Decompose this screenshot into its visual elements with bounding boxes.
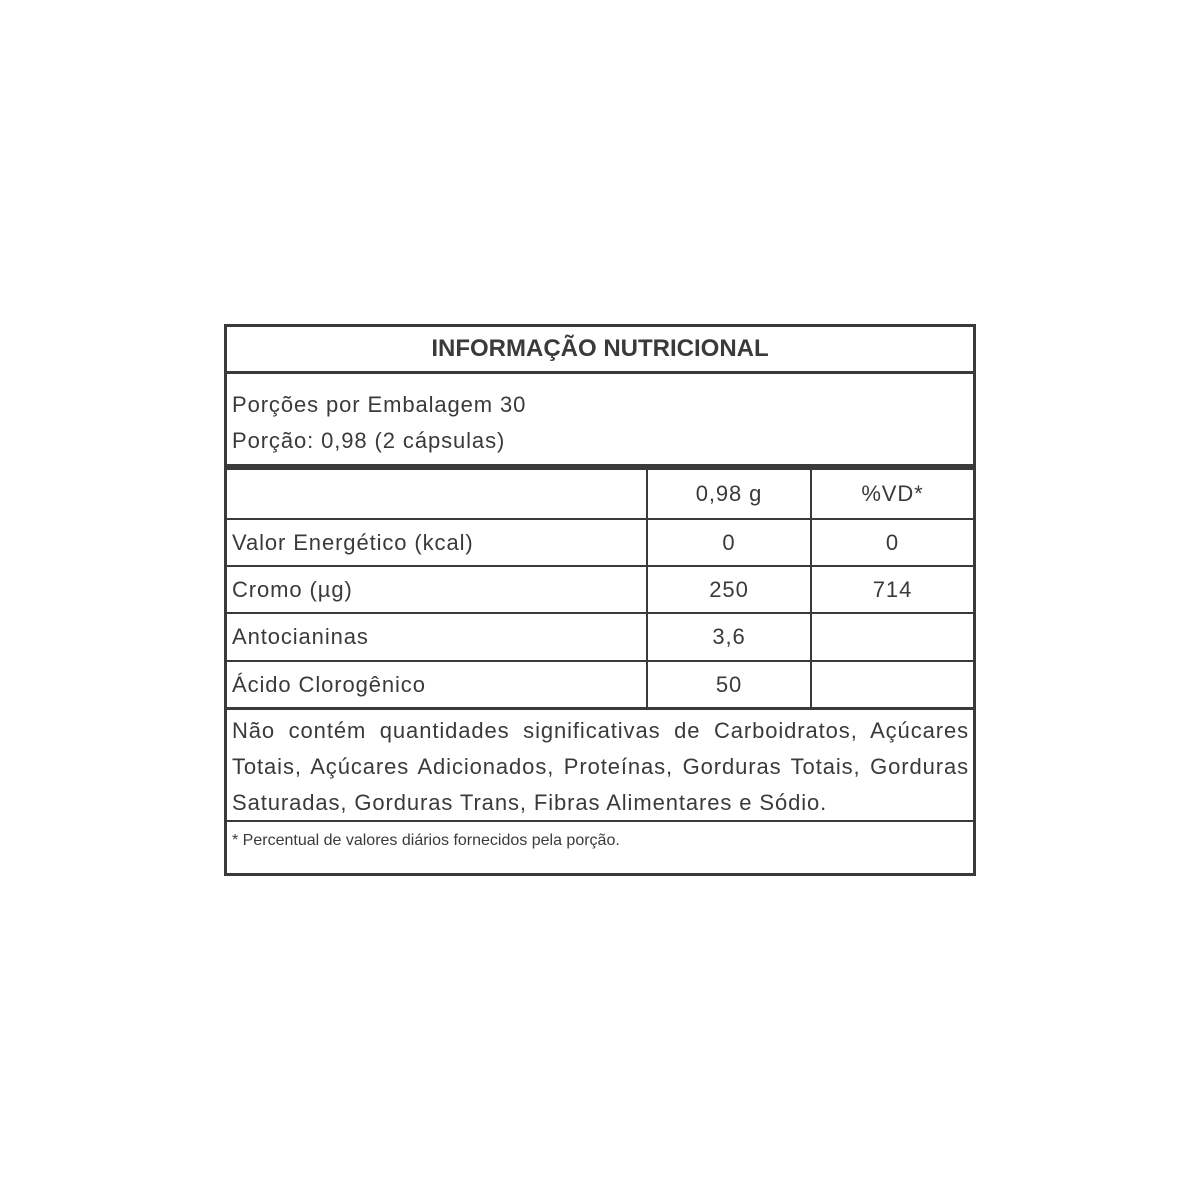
nutrient-dv: 714 [872,576,913,602]
footnote: * Percentual de valores diários fornecidos pela porção. [232,832,620,849]
nutrient-name: Cromo (µg) [227,567,648,612]
header-name-cell [227,470,648,518]
table-row [227,567,973,614]
header-dv-cell: %VD* [861,481,924,506]
nutrient-dv [812,614,973,660]
table-header-row [227,470,973,520]
nutrient-dv: 0 [885,529,900,555]
nutrient-amount: 0 [648,520,812,565]
nutrient-amount: 250 [648,567,812,612]
nutrient-dv [812,662,973,707]
nutrient-amount: 3,6 [648,614,812,660]
portion-info [227,374,973,470]
nutrient-name: Valor Energético (kcal) [227,520,648,565]
insignificant-amounts-note: Não contém quantidades significativas de Carboidratos, Açúcares Totais, Açúcares Adicionados, Proteínas, Gorduras Totais, Gorduras Saturadas, Gorduras Trans, Fibras Alimentares e Sódio. [227,710,973,822]
nutrient-amount: 50 [648,662,812,707]
nutrient-name: Ácido Clorogênico [227,662,648,707]
table-row [227,662,973,710]
table-row [227,520,973,567]
table-title: INFORMAÇÃO NUTRICIONAL [227,327,973,374]
servings-per-package: Porções por Embalagem 30 [232,392,527,417]
table-row [227,614,973,662]
header-amount-cell: 0,98 g [648,470,812,518]
nutrient-name: Antocianinas [227,614,648,660]
serving-size: Porção: 0,98 (2 cápsulas) [232,428,506,453]
nutrition-facts-table [224,324,976,876]
